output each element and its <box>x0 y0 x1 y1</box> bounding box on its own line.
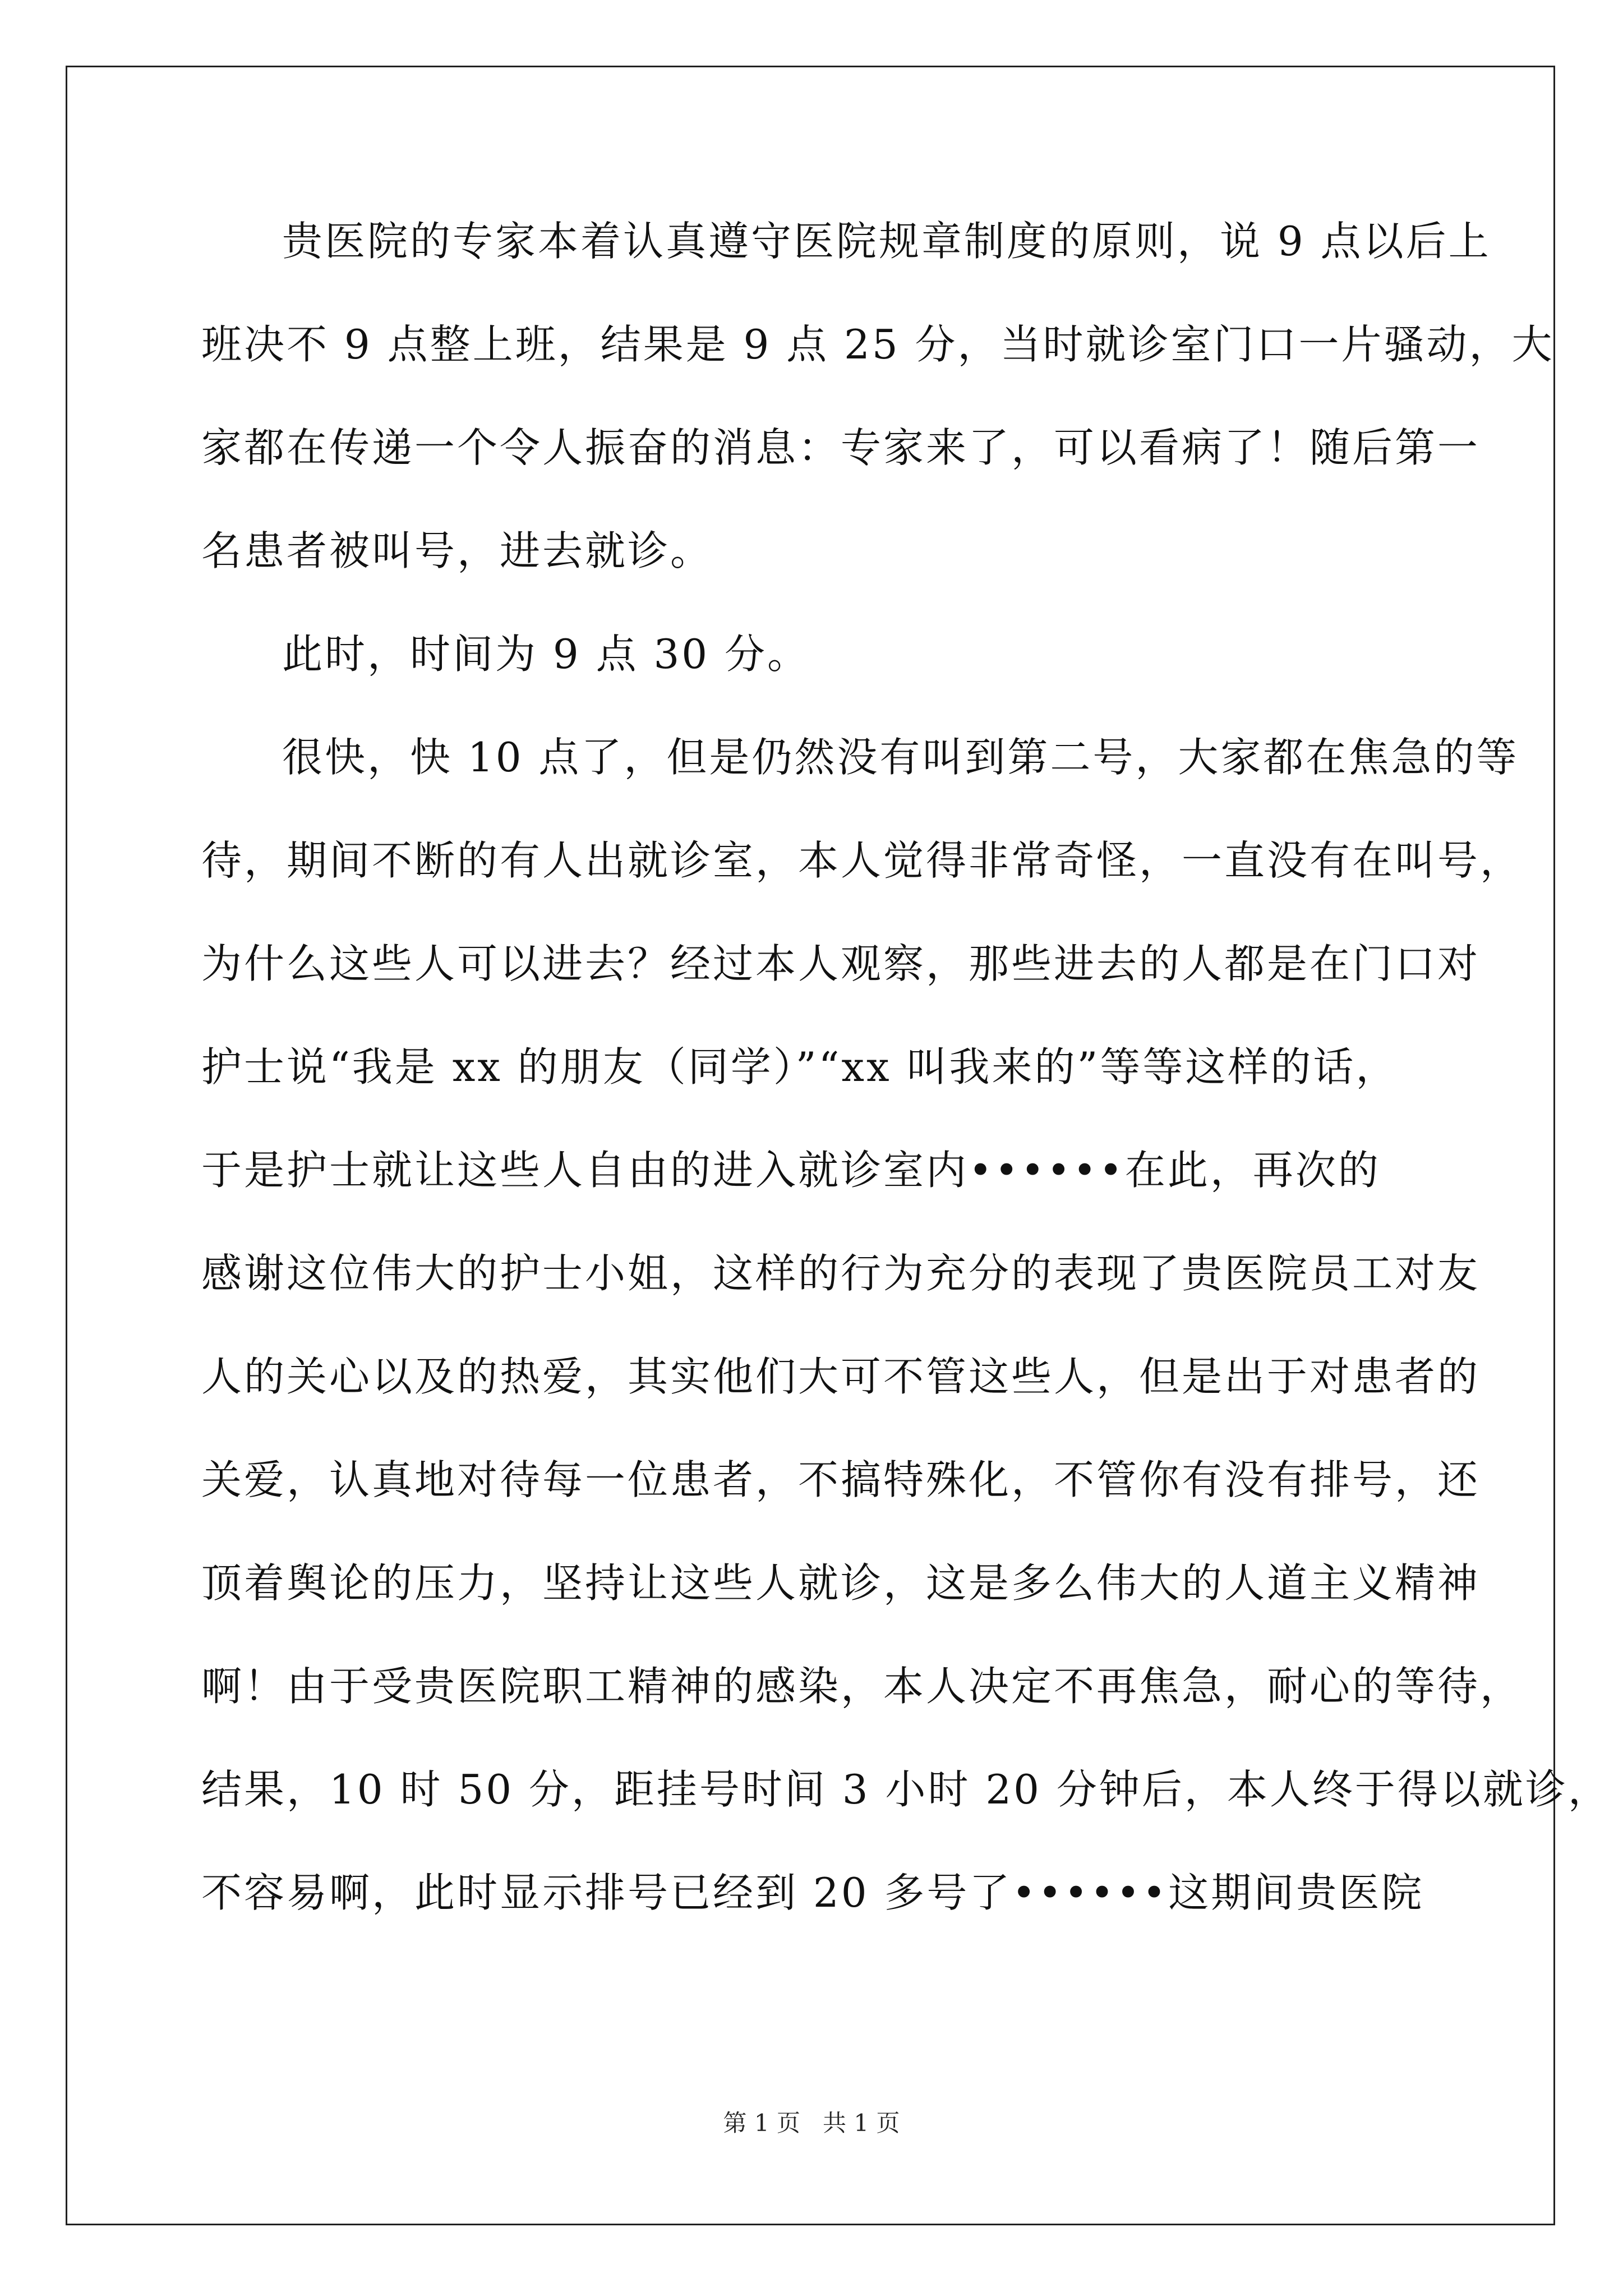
paragraph-3-line-4: 护士说“我是 xx 的朋友（同学）”“xx 叫我来的”等等这样的话， <box>201 1043 1399 1091</box>
paragraph-3-line-8: 关爱，认真地对待每一位患者，不搞特殊化，不管你有没有排号，还 <box>201 1456 1481 1503</box>
paragraph-1-line-2: 班决不 9 点整上班，结果是 9 点 25 分，当时就诊室门口一片骚动，大 <box>201 321 1555 368</box>
page-number-footer: 第 1 页 共 1 页 <box>723 2109 900 2137</box>
paragraph-2-line-1: 此时，时间为 9 点 30 分。 <box>282 631 810 678</box>
paragraph-3-line-7: 人的关心以及的热爱，其实他们大可不管这些人，但是出于对患者的 <box>201 1353 1481 1400</box>
paragraph-1-line-3: 家都在传递一个令人振奋的消息：专家来了，可以看病了！随后第一 <box>201 424 1481 471</box>
paragraph-3-line-12: 不容易啊，此时显示排号已经到 20 多号了••••••这期间贵医院 <box>201 1869 1424 1916</box>
paragraph-3-line-1: 很快，快 10 点了，但是仍然没有叫到第二号，大家都在焦急的等 <box>282 734 1519 781</box>
paragraph-3-line-9: 顶着舆论的压力，坚持让这些人就诊，这是多么伟大的人道主义精神 <box>201 1559 1481 1607</box>
paragraph-1-line-4: 名患者被叫号，进去就诊。 <box>201 527 713 574</box>
paragraph-1-line-1: 贵医院的专家本着认真遵守医院规章制度的原则，说 9 点以后上 <box>282 218 1491 265</box>
paragraph-3-line-3: 为什么这些人可以进去？经过本人观察，那些进去的人都是在门口对 <box>201 940 1481 987</box>
paragraph-3-line-6: 感谢这位伟大的护士小姐，这样的行为充分的表现了贵医院员工对友 <box>201 1250 1481 1297</box>
paragraph-3-line-5: 于是护士就让这些人自由的进入就诊室内••••••在此，再次的 <box>201 1147 1381 1194</box>
paragraph-3-line-2: 待，期间不断的有人出就诊室，本人觉得非常奇怪，一直没有在叫号， <box>201 837 1523 884</box>
paragraph-3-line-11: 结果，10 时 50 分，距挂号时间 3 小时 20 分钟后，本人终于得以就诊， <box>201 1766 1611 1813</box>
paragraph-3-line-10: 啊！由于受贵医院职工精神的感染，本人决定不再焦急，耐心的等待， <box>201 1663 1523 1710</box>
